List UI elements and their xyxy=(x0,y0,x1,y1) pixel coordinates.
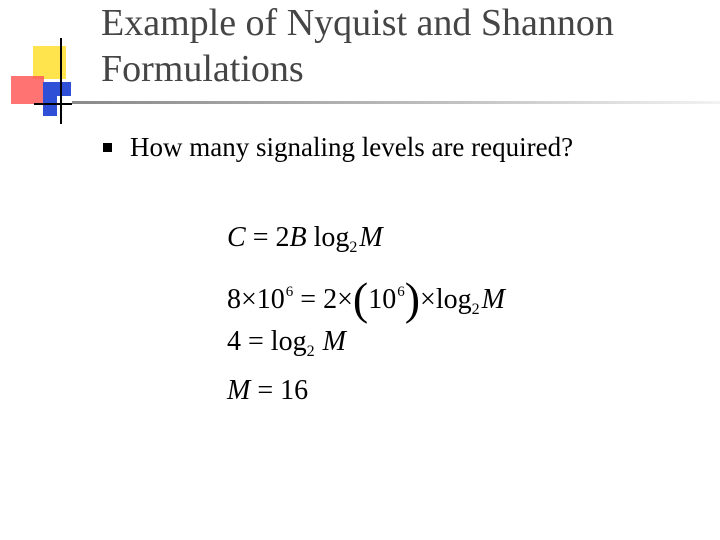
equation-3 xyxy=(227,325,346,369)
eq2-exp-1: 6 xyxy=(285,284,294,300)
eq2-ten-2: 10 xyxy=(368,284,397,315)
decorative-blue-bar xyxy=(43,82,57,116)
eq4-var-m: M xyxy=(227,375,251,406)
eq2-right-paren: ) xyxy=(404,273,421,324)
eq2-times-1: × xyxy=(241,284,257,315)
eq1-var-b: B xyxy=(289,222,307,253)
eq2-var-m: M xyxy=(481,284,505,315)
eq2-left-paren: ( xyxy=(352,273,369,324)
eq2-log: log xyxy=(435,284,472,315)
eq1-coef: 2 xyxy=(275,222,290,253)
slide-title-line-1: Example of Nyquist and Shannon xyxy=(101,2,614,44)
equation-4 xyxy=(227,374,308,408)
decorative-red-square xyxy=(11,76,44,104)
eq3-lhs: 4 xyxy=(227,326,241,357)
eq2-exp-2: 6 xyxy=(397,284,405,300)
eq3-equals: = xyxy=(248,326,264,357)
slide-title xyxy=(101,0,711,92)
eq2-log-base: 2 xyxy=(471,301,480,318)
decorative-horizontal-line xyxy=(34,103,72,105)
eq2-ten: 10 xyxy=(256,284,285,315)
eq3-log-base: 2 xyxy=(306,343,315,360)
title-underline xyxy=(72,101,720,104)
eq3-var-m: M xyxy=(322,326,346,357)
bullet-text: How many signaling levels are required? xyxy=(130,132,574,162)
decorative-vertical-line xyxy=(60,38,62,124)
eq2-times-3: × xyxy=(420,284,436,315)
eq2-times-2: × xyxy=(337,284,353,315)
eq2-a: 8 xyxy=(227,284,241,315)
bullet-square-icon xyxy=(103,143,112,152)
eq1-lhs: C xyxy=(227,222,246,253)
eq1-equals: = xyxy=(252,222,269,253)
eq2-two: 2 xyxy=(323,284,338,315)
eq4-equals: = xyxy=(257,375,274,406)
eq1-log: log xyxy=(313,222,350,253)
eq1-log-base: 2 xyxy=(349,239,358,256)
equation-2 xyxy=(227,275,505,327)
eq1-var-m: M xyxy=(359,222,383,253)
eq3-log: log xyxy=(270,326,307,357)
slide-title-line-2: Formulations xyxy=(101,48,304,90)
eq4-rhs: 16 xyxy=(280,375,309,406)
equation-1 xyxy=(227,221,383,265)
eq2-equals: = xyxy=(300,284,317,315)
